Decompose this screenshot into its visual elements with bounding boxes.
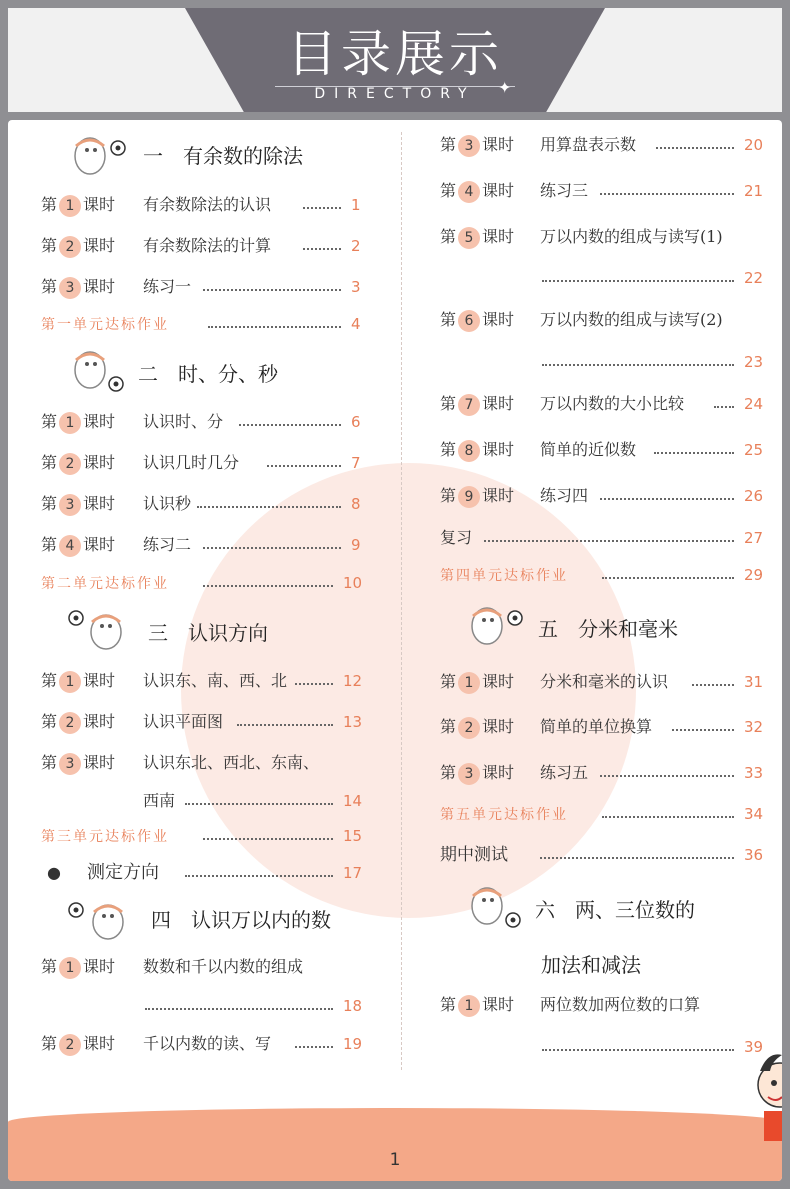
lesson-prefix: 第 xyxy=(41,236,58,255)
lesson-prefix: 第 xyxy=(440,717,457,736)
toc-entry-continued[interactable] xyxy=(440,1034,770,1060)
entry-title: 万以内数的组成与读写(2) xyxy=(540,310,723,329)
page-ref: 17 xyxy=(343,864,363,882)
dot-leader xyxy=(203,823,333,840)
toc-entry[interactable] xyxy=(440,483,770,509)
page-subtitle: DIRECTORY xyxy=(314,86,476,102)
lesson-prefix: 第 xyxy=(41,712,58,731)
lesson-number: 4 xyxy=(59,535,81,557)
dot-leader xyxy=(600,178,734,195)
toc-entry[interactable] xyxy=(41,709,368,735)
toc-entry-continued[interactable] xyxy=(440,265,770,291)
entry-title: 万以内数的大小比较 xyxy=(540,394,685,413)
page-ref: 27 xyxy=(744,529,764,547)
toc-entry[interactable] xyxy=(41,954,368,980)
unit-assessment-title: 第一单元达标作业 xyxy=(41,317,169,333)
page-ref: 33 xyxy=(744,764,764,782)
toc-entry[interactable] xyxy=(41,1031,368,1057)
dot-leader xyxy=(203,570,333,587)
dinosaur-mascot-icon xyxy=(66,348,130,392)
entry-title: 有余数除法的计算 xyxy=(143,236,272,255)
lesson-prefix: 第 xyxy=(440,672,457,691)
unit-title: 加法和减法 xyxy=(541,953,641,977)
toc-entry[interactable] xyxy=(440,178,770,204)
dot-leader xyxy=(237,709,333,726)
entry-title: 认识东北、西北、东南、 xyxy=(143,753,320,772)
lesson-prefix: 第 xyxy=(440,763,457,782)
lesson-suffix: 课时 xyxy=(83,195,116,214)
lesson-number: 1 xyxy=(59,195,81,217)
lesson-suffix: 课时 xyxy=(482,440,515,459)
page-ref: 25 xyxy=(744,441,764,459)
page-ref: 2 xyxy=(351,237,361,255)
page-ref: 21 xyxy=(744,182,764,200)
lesson-number: 9 xyxy=(458,486,480,508)
lesson-suffix: 课时 xyxy=(83,671,116,690)
toc-page xyxy=(8,120,782,1181)
toc-entry[interactable] xyxy=(41,450,368,476)
toc-entry[interactable] xyxy=(41,532,368,558)
lesson-number: 1 xyxy=(59,412,81,434)
dot-leader xyxy=(239,409,341,426)
lesson-suffix: 课时 xyxy=(482,486,515,505)
entry-title: 认识东、南、西、北 xyxy=(143,671,288,690)
dot-leader xyxy=(692,669,734,686)
toc-entry[interactable] xyxy=(41,311,368,337)
page-ref: 13 xyxy=(343,713,363,731)
lesson-prefix: 第 xyxy=(41,1034,58,1053)
dinosaur-mascot-icon xyxy=(463,884,527,928)
toc-entry[interactable] xyxy=(440,760,770,786)
lesson-number: 6 xyxy=(458,310,480,332)
entry-title: 认识秒 xyxy=(143,494,192,513)
lesson-suffix: 课时 xyxy=(482,717,515,736)
page-ref: 31 xyxy=(744,673,764,691)
lesson-suffix: 课时 xyxy=(83,236,116,255)
lesson-suffix: 课时 xyxy=(482,763,515,782)
lesson-number: 1 xyxy=(458,995,480,1017)
dot-leader xyxy=(185,860,333,877)
lesson-suffix: 课时 xyxy=(83,453,116,472)
lesson-suffix: 课时 xyxy=(482,227,515,246)
page-ref: 10 xyxy=(343,574,363,592)
entry-title: 认识几时几分 xyxy=(143,453,240,472)
entry-title: 认识时、分 xyxy=(143,412,224,431)
toc-entry[interactable] xyxy=(440,391,770,417)
entry-title: 西南 xyxy=(143,791,176,810)
lesson-prefix: 第 xyxy=(440,135,457,154)
dot-leader xyxy=(203,274,341,291)
page-ref: 14 xyxy=(343,792,363,810)
toc-entry-continued[interactable] xyxy=(41,993,368,1019)
lesson-prefix: 第 xyxy=(41,957,58,976)
page-ref: 34 xyxy=(744,805,764,823)
toc-entry[interactable] xyxy=(440,437,770,463)
page-ref: 8 xyxy=(351,495,361,513)
lesson-prefix: 第 xyxy=(41,412,58,431)
page-title: 目录展示 xyxy=(287,25,503,83)
toc-entry[interactable] xyxy=(41,668,368,694)
dot-leader xyxy=(654,437,734,454)
entry-title: 练习三 xyxy=(540,181,589,200)
lesson-prefix: 第 xyxy=(41,277,58,296)
entry-title: 万以内数的组成与读写(1) xyxy=(540,227,723,246)
dot-leader xyxy=(295,1031,333,1048)
dot-leader xyxy=(208,311,341,328)
lesson-suffix: 课时 xyxy=(83,753,116,772)
entry-title: 简单的近似数 xyxy=(540,440,637,459)
lesson-prefix: 第 xyxy=(41,195,58,214)
page-ref: 3 xyxy=(351,278,361,296)
page-ref: 15 xyxy=(343,827,363,845)
entry-title: 练习五 xyxy=(540,763,589,782)
dinosaur-mascot-icon xyxy=(66,134,130,178)
footer-band xyxy=(8,1108,782,1181)
page-ref: 19 xyxy=(343,1035,363,1053)
page-ref: 12 xyxy=(343,672,363,690)
lesson-number: 3 xyxy=(59,277,81,299)
dot-leader xyxy=(542,349,734,366)
page-ref: 20 xyxy=(744,136,764,154)
toc-entry[interactable] xyxy=(440,132,770,158)
unit-assessment-title: 第五单元达标作业 xyxy=(440,807,568,823)
lesson-number: 2 xyxy=(59,1034,81,1056)
toc-entry[interactable] xyxy=(41,823,368,849)
dot-leader xyxy=(672,714,734,731)
lesson-number: 3 xyxy=(59,753,81,775)
toc-entry[interactable] xyxy=(41,274,368,300)
lesson-number: 8 xyxy=(458,440,480,462)
dot-leader xyxy=(600,483,734,500)
lesson-number: 2 xyxy=(59,453,81,475)
page-ref: 4 xyxy=(351,315,361,333)
lesson-suffix: 课时 xyxy=(482,181,515,200)
page-ref: 6 xyxy=(351,413,361,431)
page-ref: 36 xyxy=(744,846,764,864)
entry-title: 数数和千以内数的组成 xyxy=(143,957,304,976)
dinosaur-mascot-icon xyxy=(66,898,130,942)
entry-title: 简单的单位换算 xyxy=(540,717,653,736)
page-ref: 24 xyxy=(744,395,764,413)
lesson-prefix: 第 xyxy=(440,440,457,459)
lesson-suffix: 课时 xyxy=(482,135,515,154)
page-ref: 7 xyxy=(351,454,361,472)
lesson-prefix: 第 xyxy=(41,535,58,554)
lesson-number: 1 xyxy=(458,672,480,694)
entry-title: 期中测试 xyxy=(440,845,508,865)
dot-leader xyxy=(542,1034,734,1051)
lesson-number: 1 xyxy=(59,671,81,693)
lesson-suffix: 课时 xyxy=(482,995,515,1014)
lesson-prefix: 第 xyxy=(440,995,457,1014)
entry-title: 复习 xyxy=(440,528,473,547)
entry-title: 有余数除法的认识 xyxy=(143,195,272,214)
dot-leader xyxy=(197,491,341,508)
entry-title: 练习二 xyxy=(143,535,192,554)
entry-title: 千以内数的读、写 xyxy=(143,1034,272,1053)
toc-entry[interactable] xyxy=(440,842,770,868)
toc-entry[interactable] xyxy=(41,570,368,596)
toc-entry-continued[interactable] xyxy=(440,349,770,375)
entry-title: 两位数加两位数的口算 xyxy=(540,995,701,1014)
lesson-suffix: 课时 xyxy=(482,310,515,329)
lesson-suffix: 课时 xyxy=(83,1034,116,1053)
dinosaur-mascot-icon xyxy=(463,604,527,648)
dinosaur-mascot-icon xyxy=(66,608,130,652)
toc-entry[interactable] xyxy=(41,409,368,435)
lesson-suffix: 课时 xyxy=(83,712,116,731)
lesson-number: 2 xyxy=(458,717,480,739)
lesson-suffix: 课时 xyxy=(83,535,116,554)
dot-leader xyxy=(540,842,734,859)
dot-leader xyxy=(602,801,734,818)
lesson-number: 3 xyxy=(458,763,480,785)
lesson-number: 3 xyxy=(458,135,480,157)
page-ref: 26 xyxy=(744,487,764,505)
toc-entry[interactable] xyxy=(440,801,770,827)
lesson-suffix: 课时 xyxy=(83,494,116,513)
lesson-prefix: 第 xyxy=(440,486,457,505)
dot-leader xyxy=(542,265,734,282)
dot-leader xyxy=(303,233,341,250)
lesson-suffix: 课时 xyxy=(83,412,116,431)
dot-leader xyxy=(267,450,341,467)
entry-title: 分米和毫米的认识 xyxy=(540,672,669,691)
lesson-prefix: 第 xyxy=(440,394,457,413)
page-ref: 9 xyxy=(351,536,361,554)
lesson-prefix: 第 xyxy=(440,310,457,329)
entry-title: 练习一 xyxy=(143,277,192,296)
page-number: 1 xyxy=(389,1150,401,1170)
unit-title: 四 认识万以内的数 xyxy=(151,908,331,932)
entry-title: 练习四 xyxy=(540,486,589,505)
lesson-number: 2 xyxy=(59,236,81,258)
unit-title: 二 时、分、秒 xyxy=(138,362,278,386)
lesson-prefix: 第 xyxy=(41,671,58,690)
toc-entry[interactable] xyxy=(440,992,770,1018)
toc-entry[interactable] xyxy=(41,192,368,218)
lesson-number: 4 xyxy=(458,181,480,203)
unit-assessment-title: 第二单元达标作业 xyxy=(41,576,169,592)
entry-title: 用算盘表示数 xyxy=(540,135,637,154)
lesson-suffix: 课时 xyxy=(83,277,116,296)
dot-leader xyxy=(185,788,333,805)
dot-leader xyxy=(484,525,734,542)
dot-leader xyxy=(714,391,734,408)
lesson-number: 3 xyxy=(59,494,81,516)
unit-title: 三 认识方向 xyxy=(148,621,268,645)
lesson-prefix: 第 xyxy=(41,753,58,772)
column-divider xyxy=(401,132,402,1070)
page-ref: 29 xyxy=(744,566,764,584)
page-ref: 1 xyxy=(351,196,361,214)
dot-leader xyxy=(203,532,341,549)
bullet-icon: ● xyxy=(47,863,61,882)
lesson-suffix: 课时 xyxy=(482,394,515,413)
toc-entry[interactable] xyxy=(41,860,368,886)
page-ref: 39 xyxy=(744,1038,764,1056)
page-ref: 22 xyxy=(744,269,764,287)
toc-entry-continued[interactable] xyxy=(41,788,368,814)
dot-leader xyxy=(303,192,341,209)
lesson-number: 7 xyxy=(458,394,480,416)
lesson-prefix: 第 xyxy=(41,494,58,513)
dot-leader xyxy=(656,132,734,149)
lesson-prefix: 第 xyxy=(41,453,58,472)
unit-title: 五 分米和毫米 xyxy=(538,617,678,641)
toc-entry[interactable] xyxy=(41,750,368,776)
toc-entry[interactable] xyxy=(440,307,770,333)
toc-entry[interactable] xyxy=(440,669,770,695)
lesson-prefix: 第 xyxy=(440,227,457,246)
toc-entry[interactable] xyxy=(440,525,770,551)
entry-title: 认识平面图 xyxy=(143,712,224,731)
unit-assessment-title: 第四单元达标作业 xyxy=(440,568,568,584)
page-ref: 18 xyxy=(343,997,363,1015)
dot-leader xyxy=(600,760,734,777)
page-ref: 23 xyxy=(744,353,764,371)
lesson-prefix: 第 xyxy=(440,181,457,200)
dot-leader xyxy=(602,562,734,579)
page-ref: 32 xyxy=(744,718,764,736)
toc-entry[interactable] xyxy=(440,714,770,740)
lesson-suffix: 课时 xyxy=(482,672,515,691)
dot-leader xyxy=(145,993,333,1010)
lesson-number: 1 xyxy=(59,957,81,979)
toc-entry[interactable] xyxy=(440,224,770,250)
lesson-number: 5 xyxy=(458,227,480,249)
entry-title: 测定方向 xyxy=(87,862,159,883)
unit-title: 一 有余数的除法 xyxy=(143,144,303,168)
toc-entry[interactable] xyxy=(41,233,368,259)
sparkle-icon: ✦ xyxy=(498,78,512,97)
lesson-number: 2 xyxy=(59,712,81,734)
toc-entry[interactable] xyxy=(440,562,770,588)
unit-title: 六 两、三位数的 xyxy=(535,898,695,922)
unit-assessment-title: 第三单元达标作业 xyxy=(41,829,169,845)
dot-leader xyxy=(295,668,333,685)
lesson-suffix: 课时 xyxy=(83,957,116,976)
cartoon-boy-icon xyxy=(750,1045,782,1155)
toc-entry[interactable] xyxy=(41,491,368,517)
